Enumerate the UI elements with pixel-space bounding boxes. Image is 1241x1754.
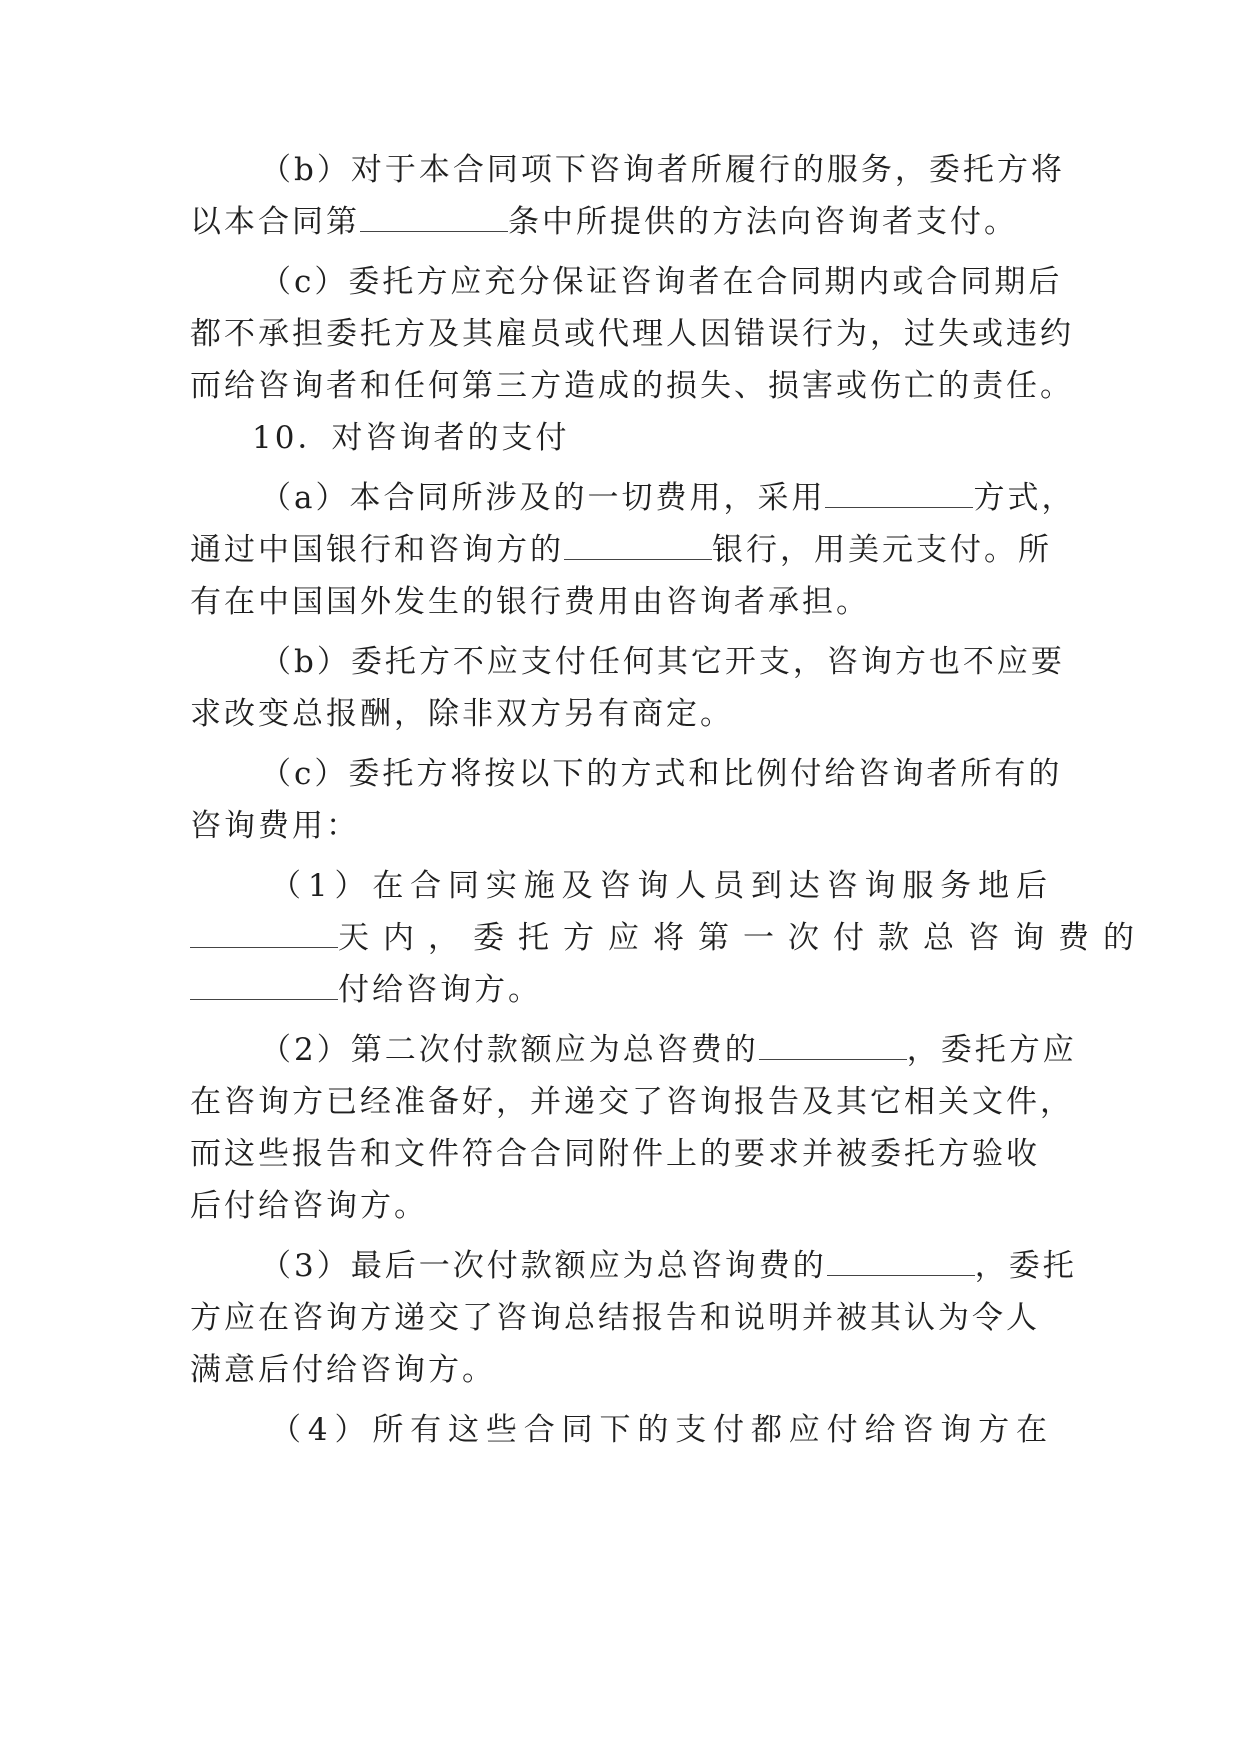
- text: 而给咨询者和任何第三方造成的损失、损害或伤亡的责任。: [190, 368, 1074, 404]
- text: （b）对于本合同项下咨询者所履行的服务，委托方将: [260, 152, 1065, 188]
- paragraph-line: [190, 1134, 1050, 1174]
- paragraph-line: [190, 314, 1074, 354]
- paragraph-line: [190, 530, 1050, 570]
- paragraph-line: [260, 754, 1063, 794]
- fill-in-blank: [564, 535, 712, 560]
- text: （3）最后一次付款额应为总咨询费的: [260, 1248, 827, 1284]
- text: 有在中国国外发生的银行费用由咨询者承担。: [190, 584, 870, 620]
- paragraph-line: [190, 1082, 1074, 1122]
- fill-in-blank: [825, 483, 973, 508]
- text: 付给咨询方。: [338, 972, 542, 1008]
- text: 方式，: [973, 480, 1076, 516]
- fill-in-blank: [190, 923, 338, 948]
- text: ，委托方应: [906, 1032, 1077, 1068]
- fill-in-blank: [827, 1251, 975, 1276]
- text: 满意后付给咨询方。: [190, 1352, 496, 1388]
- fill-in-blank: [360, 207, 508, 232]
- text: 条中所提供的方法向咨询者支付。: [508, 204, 1018, 240]
- paragraph-line: [190, 1186, 1050, 1226]
- paragraph-line: [260, 262, 1063, 302]
- paragraph-line: [260, 1246, 1077, 1286]
- section-heading: [252, 418, 1112, 458]
- text: （a）本合同所涉及的一切费用，采用: [260, 480, 826, 516]
- heading-text: 10．对咨询者的支付: [252, 420, 570, 456]
- paragraph-line: [270, 866, 1050, 906]
- paragraph-line: [190, 806, 1050, 846]
- text: ，委托: [974, 1248, 1077, 1284]
- paragraph-line: [190, 1350, 1050, 1390]
- text: （c）委托方将按以下的方式和比例付给咨询者所有的: [260, 756, 1063, 792]
- paragraph-line: [190, 970, 1050, 1010]
- text: 方应在咨询方递交了咨询总结报告和说明并被其认为令人: [190, 1300, 1040, 1336]
- paragraph-line: [260, 150, 1065, 190]
- text: （2）第二次付款额应为总咨费的: [260, 1032, 759, 1068]
- text: （4）所有这些合同下的支付都应付给咨询方在: [270, 1412, 1050, 1448]
- paragraph-line: [190, 582, 1050, 622]
- paragraph-line: [190, 366, 1074, 406]
- text: 在咨询方已经准备好，并递交了咨询报告及其它相关文件，: [190, 1084, 1074, 1120]
- text: （c）委托方应充分保证咨询者在合同期内或合同期后: [260, 264, 1063, 300]
- paragraph-line: [190, 202, 1050, 242]
- text: 而这些报告和文件符合合同附件上的要求并被委托方验收: [190, 1136, 1040, 1172]
- text: 通过中国银行和咨询方的: [190, 532, 564, 568]
- paragraph-line: [260, 642, 1065, 682]
- paragraph-line: [260, 1030, 1077, 1070]
- paragraph-line: [190, 918, 1148, 958]
- text: 银行，用美元支付。所: [712, 532, 1052, 568]
- text: 都不承担委托方及其雇员或代理人因错误行为，过失或违约: [190, 316, 1074, 352]
- text: 咨询费用：: [190, 808, 360, 844]
- text: 求改变总报酬，除非双方另有商定。: [190, 696, 734, 732]
- paragraph-line: [260, 478, 1076, 518]
- paragraph-line: [190, 694, 1050, 734]
- text: （1）在合同实施及咨询人员到达咨询服务地后: [270, 868, 1050, 904]
- fill-in-blank: [759, 1035, 907, 1060]
- text: （b）委托方不应支付任何其它开支，咨询方也不应要: [260, 644, 1065, 680]
- paragraph-line: [190, 1298, 1050, 1338]
- text: 后付给咨询方。: [190, 1188, 428, 1224]
- fill-in-blank: [190, 975, 338, 1000]
- text: 天内，委托方应将第一次付款总咨询费的: [338, 920, 1148, 956]
- text: 以本合同第: [190, 204, 360, 240]
- paragraph-line: [270, 1410, 1050, 1450]
